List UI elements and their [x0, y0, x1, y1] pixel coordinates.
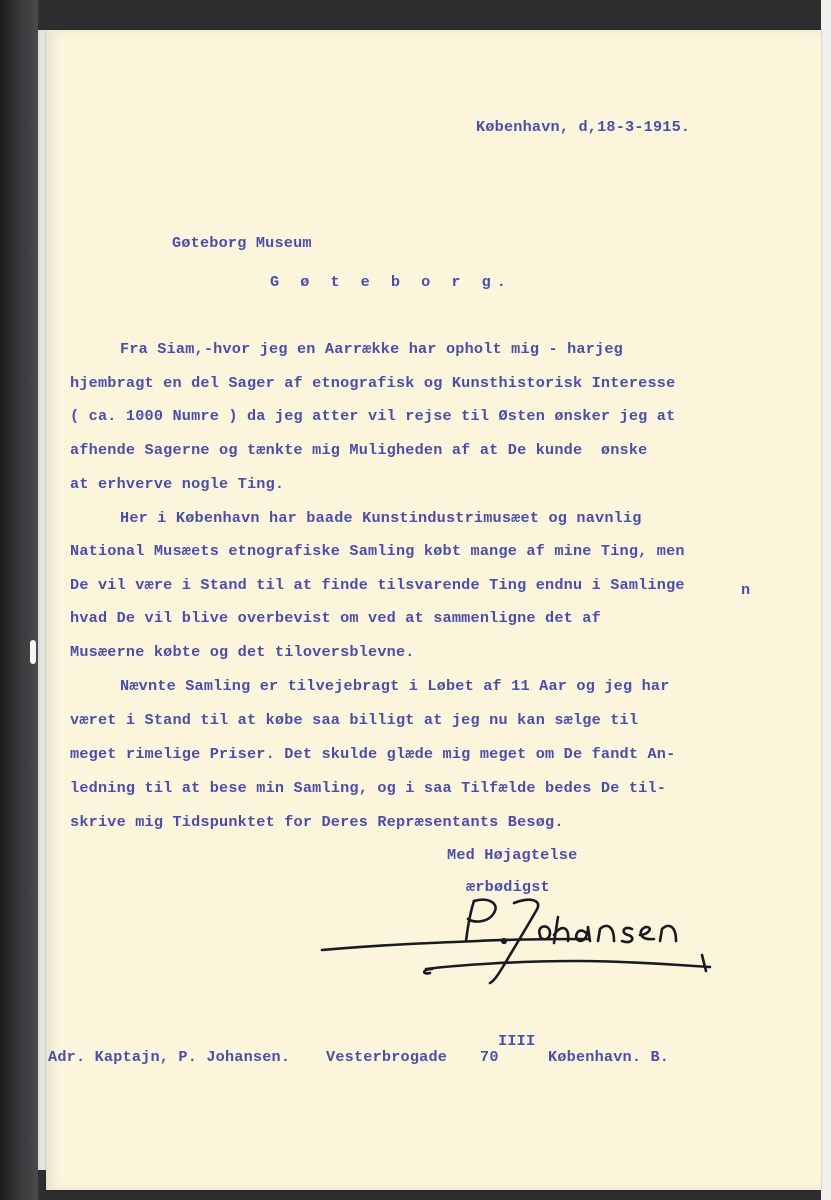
body-line: Musæerne købte og det tiloversblevne.: [70, 643, 415, 661]
body-line: afhende Sagerne og tænkte mig Muligheden af at De kunde ønske: [70, 441, 648, 459]
footer-floor: IIII: [498, 1032, 536, 1050]
body-line: skrive mig Tidspunktet for Deres Repræsentants Besøg.: [70, 813, 564, 831]
body-line: hjembragt en del Sager af etnografisk og Kunsthistorisk Interesse: [70, 374, 676, 392]
body-line: meget rimelige Priser. Det skulde glæde mig meget om De fandt An-: [70, 745, 676, 763]
body-line: National Musæets etnografiske Samling købt mange af mine Ting, men: [70, 542, 685, 560]
recipient-name: Gøteborg Museum: [172, 234, 312, 252]
closing: Med Højagtelse: [447, 846, 578, 864]
closing-sub: ærbødigst: [466, 878, 550, 896]
body-line: at erhverve nogle Ting.: [70, 475, 285, 493]
body-line: været i Stand til at købe saa billigt at jeg nu kan sælge til: [70, 711, 639, 729]
footer-city: København. B.: [548, 1048, 670, 1066]
album-binding: [0, 0, 38, 1200]
body-line: De vil være i Stand til at finde tilsvarende Ting endnu i Samlinge: [70, 576, 685, 594]
footer-street: Vesterbrogade: [326, 1048, 448, 1066]
body-line: Her i København har baade Kunstindustrimusæet og navnlig: [120, 509, 642, 527]
body-line: Nævnte Samling er tilvejebragt i Løbet af 11 Aar og jeg har: [120, 677, 670, 695]
punch-hole: [30, 640, 36, 664]
footer-address-label: Adr. Kaptajn, P. Johansen.: [48, 1048, 291, 1066]
body-line: ledning til at bese min Samling, og i saa Tilfælde bedes De til-: [70, 779, 667, 797]
place-date: København, d,18-3-1915.: [476, 118, 691, 136]
body-line: ( ca. 1000 Numre ) da jeg atter vil rejse til Østen ønsker jeg at: [70, 407, 676, 425]
signature-image: [318, 895, 718, 985]
footer-number: 70: [480, 1048, 499, 1066]
body-line: Fra Siam,-hvor jeg en Aarrække har opholt mig - harjeg: [120, 340, 623, 358]
overflow-char: n: [741, 581, 751, 599]
page-edge: [821, 0, 831, 1200]
recipient-city: G ø t e b o r g.: [270, 273, 512, 291]
body-line: hvad De vil blive overbevist om ved at sammenligne det af: [70, 609, 601, 627]
